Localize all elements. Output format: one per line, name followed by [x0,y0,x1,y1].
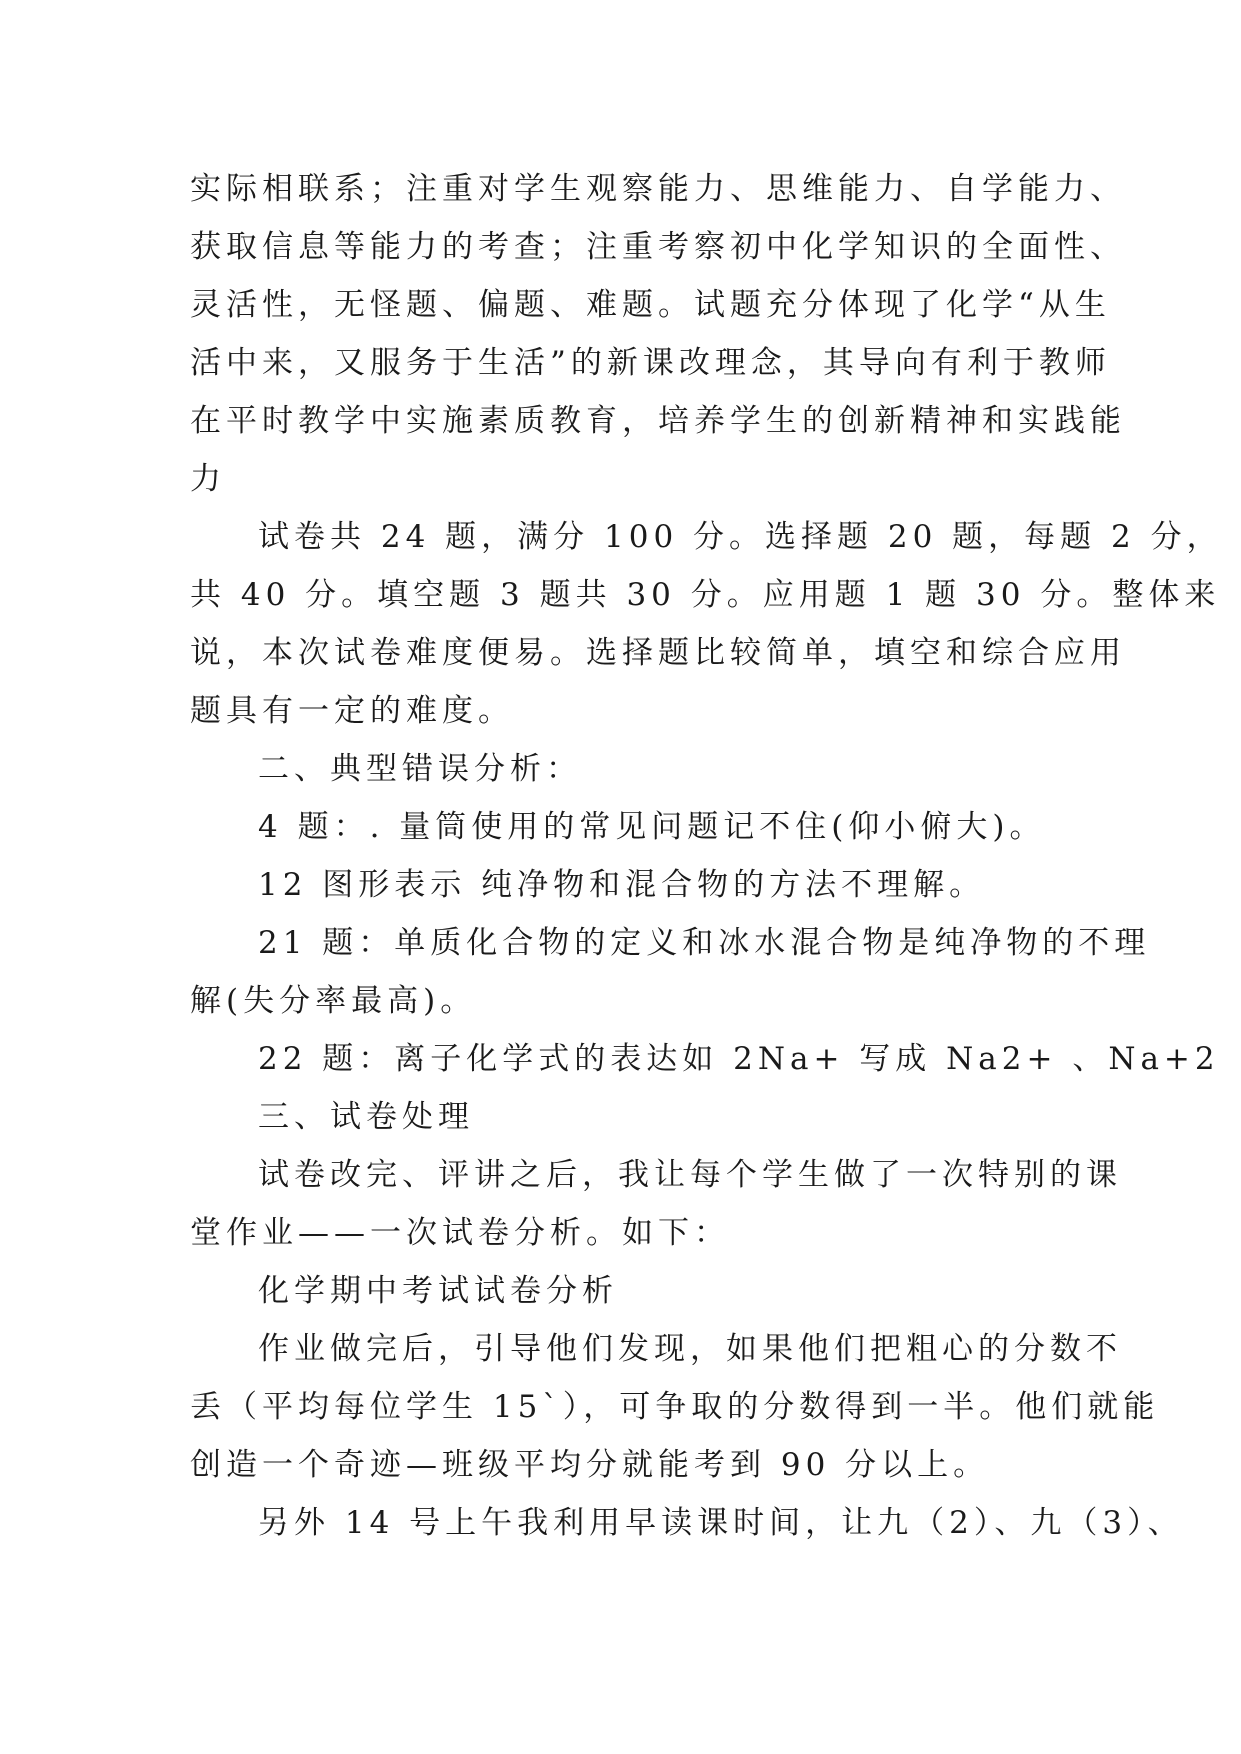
text-line: 12 图形表示 纯净物和混合物的方法不理解。 [258,867,986,903]
text-line: 获取信息等能力的考查；注重考察初中化学知识的全面性、 [190,229,1126,265]
text-line: 说，本次试卷难度便易。选择题比较简单，填空和综合应用 [190,635,1126,671]
text-line: 在平时教学中实施素质教育，培养学生的创新精神和实践能 [190,403,1126,439]
text-line: 4 题：. 量筒使用的常见问题记不住(仰小俯大)。 [258,809,1046,845]
text-line: 丢（平均每位学生 15`），可争取的分数得到一半。他们就能 [190,1389,1160,1425]
text-line: 另外 14 号上午我利用早读课时间，让九（2）、九（3）、 [258,1505,1184,1541]
text-line: 试卷共 24 题，满分 100 分。选择题 20 题，每题 2 分， [258,519,1223,555]
text-line: 力 [190,461,226,497]
text-line: 解(失分率最高)。 [190,983,477,1019]
text-line: 作业做完后，引导他们发现，如果他们把粗心的分数不 [258,1331,1122,1367]
section-heading: 三、试卷处理 [258,1099,474,1135]
text-line: 21 题：单质化合物的定义和冰水混合物是纯净物的不理 [258,925,1151,961]
text-line: 灵活性，无怪题、偏题、难题。试题充分体现了化学“从生 [190,287,1111,323]
text-line: 活中来，又服务于生活”的新课改理念，其导向有利于教师 [190,345,1111,381]
document-body [190,160,1223,1552]
text-line: 创造一个奇迹—班级平均分就能考到 90 分以上。 [190,1447,990,1483]
text-line: 堂作业——一次试卷分析。如下： [190,1215,730,1251]
text-line: 22 题：离子化学式的表达如 2Na+ 写成 Na2+ 、Na+2 [258,1041,1220,1077]
section-heading: 二、典型错误分析： [258,751,582,787]
text-line: 实际相联系；注重对学生观察能力、思维能力、自学能力、 [190,171,1126,207]
text-line: 化学期中考试试卷分析 [258,1273,618,1309]
text-line: 试卷改完、评讲之后，我让每个学生做了一次特别的课 [258,1157,1122,1193]
text-line: 共 40 分。填空题 3 题共 30 分。应用题 1 题 30 分。整体来 [190,577,1221,613]
text-line: 题具有一定的难度。 [190,693,514,729]
